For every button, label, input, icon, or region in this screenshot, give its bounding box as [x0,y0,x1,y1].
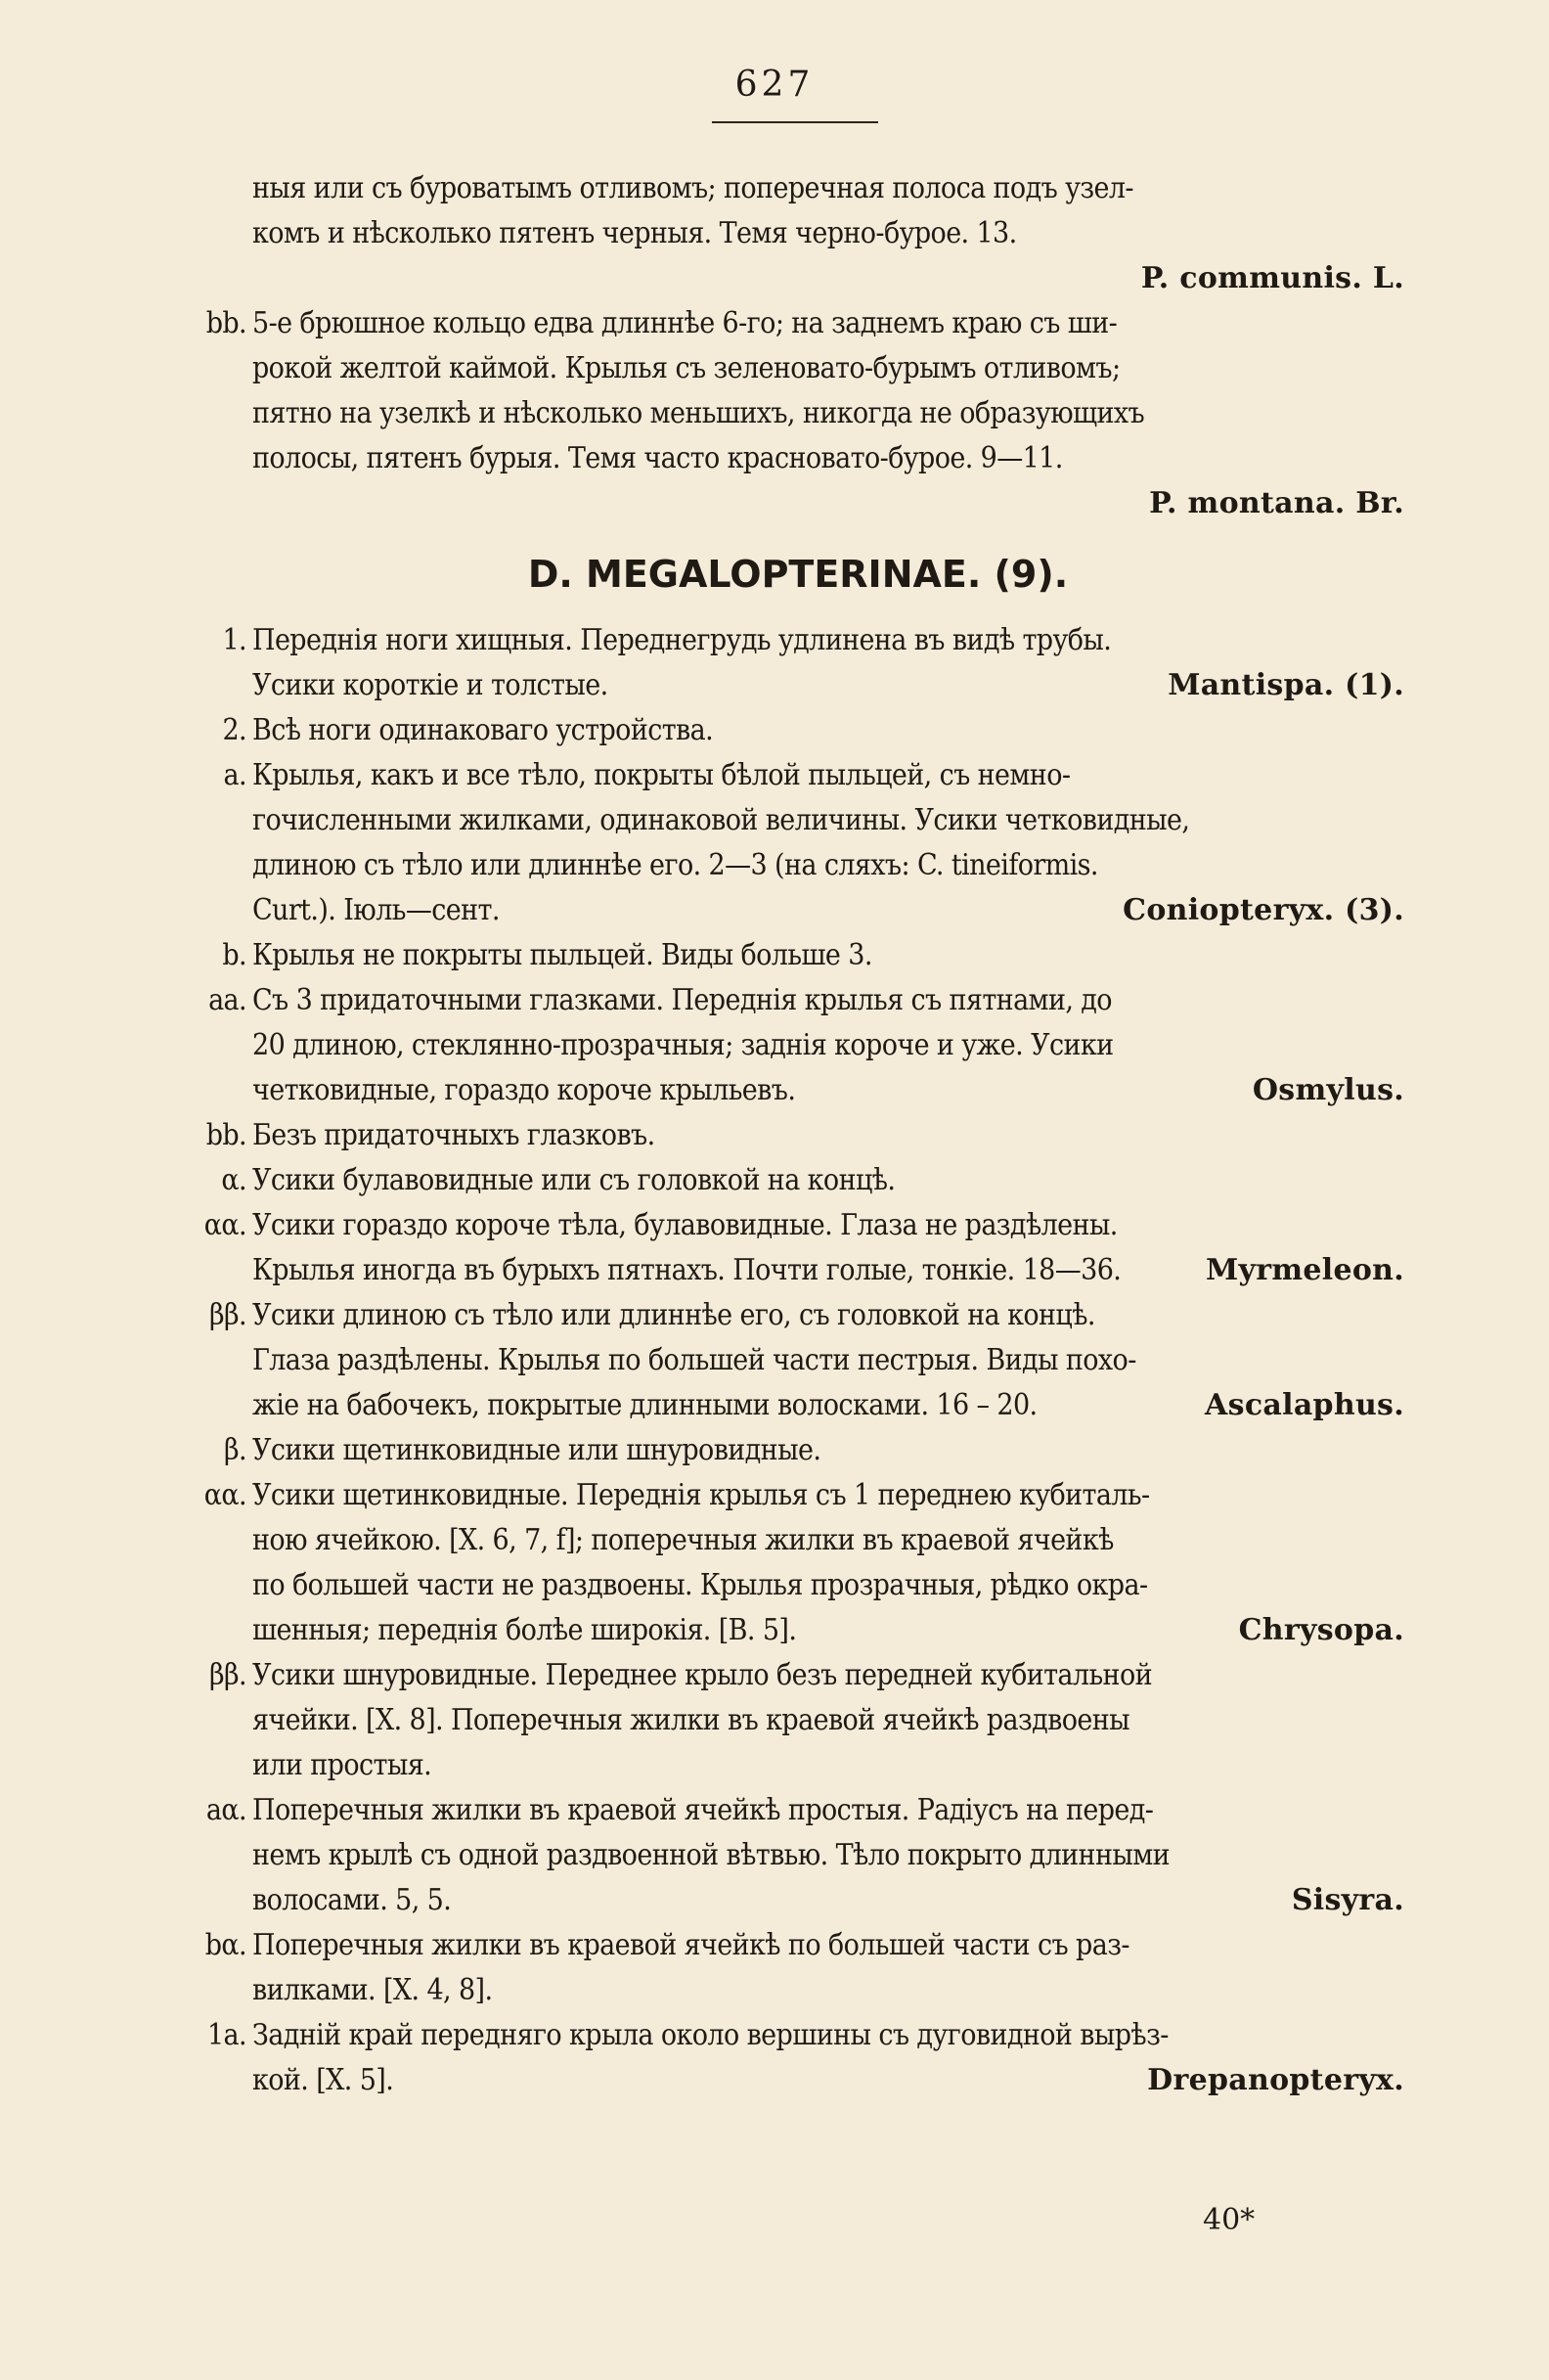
genus-name: P. montana. Br. [1149,486,1404,520]
text-line: или простыя. [252,1748,432,1782]
text-line: волосами. 5, 5. [252,1883,452,1917]
text-line: ячейки. [X. 8]. Поперечныя жилки въ краевой ячейкѣ раздвоены [252,1703,1130,1737]
key-entry [192,1653,1404,1788]
key-entry [192,1203,1404,1293]
entry-marker: aa. [208,983,246,1017]
key-entry [192,1158,1404,1203]
text-line: Усики щетинковидные. Переднія крылья съ 1 переднею кубиталь- [252,1478,1150,1512]
text-line: Всѣ ноги одинаковаго устройства. [252,713,714,747]
text-line: кой. [X. 5]. [252,2063,394,2097]
genus-name: Chrysopa. [1238,1613,1404,1647]
genus-name: Mantispa. (1). [1168,668,1404,702]
genus-name: Ascalaphus. [1205,1388,1404,1422]
text-line: Поперечныя жилки въ краевой ячейкѣ по большей части съ раз- [252,1928,1129,1962]
key-entry [192,2013,1404,2103]
text-line: ною ячейкою. [X. 6, 7, f]; поперечныя жилки въ краевой ячейкѣ [252,1523,1114,1557]
genus-name: Coniopteryx. (3). [1123,893,1404,927]
key-entries [192,618,1404,2103]
text-line: гочисленными жилками, одинаковой величины. Усики четковидные, [252,803,1190,837]
genus-name: Sisyra. [1291,1883,1404,1917]
text-line: Поперечныя жилки въ краевой ячейкѣ простыя. Радіусъ на перед- [252,1793,1154,1827]
text-line: Усики щетинковидные или шнуровидные. [252,1433,821,1467]
text-line: Переднія ноги хищныя. Переднегрудь удлинена въ видѣ трубы. [252,623,1112,657]
genus-name: Osmylus. [1252,1073,1404,1107]
text-line-with-genus [252,2058,1404,2103]
entry-marker: b. [222,938,246,972]
text-line: пятно на узелкѣ и нѣсколько меньшихъ, никогда не образующихъ [252,396,1145,430]
entry-marker: bb. [205,1118,246,1152]
text-line-with-genus [252,1608,1404,1653]
entry-marker: a. [223,758,246,792]
key-entry [192,1293,1404,1428]
entry-marker: 1a. [206,2018,246,2052]
text-line: Усики гораздо короче тѣла, булавовидные. Глаза не раздѣлены. [252,1208,1118,1242]
entry-marker: ββ. [209,1658,246,1692]
text-line: немъ крылѣ съ одной раздвоенной вѣтвью. Тѣло покрыто длинными [252,1838,1171,1872]
entry-marker: aα. [205,1793,246,1827]
text-line: 5-е брюшное кольцо едва длиннѣе 6-го; на заднемъ краю съ ши- [252,306,1118,340]
key-entry [192,978,1404,1113]
key-entry [192,753,1404,933]
key-entry [192,933,1404,978]
entry-marker: α. [221,1163,246,1197]
genus-name: Drepanopteryx. [1147,2063,1404,2097]
text-line: Крылья не покрыты пыльцей. Виды больше 3. [252,938,872,972]
text-line: Усики шнуровидные. Переднее крыло безъ передней кубитальной [252,1658,1152,1692]
text-line-with-genus [252,1383,1404,1428]
text-line-with-genus [252,1248,1404,1293]
key-entry [192,708,1404,753]
entry-marker: β. [224,1433,246,1467]
text-line: длиною съ тѣло или длиннѣе его. 2—3 (на сляхъ: C. tineiformis. [252,848,1098,882]
text-line: Усики короткіе и толстые. [252,668,608,702]
key-entry [192,1113,1404,1158]
text-line: Усики длиною съ тѣло или длиннѣе его, съ головкой на концѣ. [252,1298,1095,1332]
text-line: ныя или съ буроватымъ отливомъ; поперечная полоса подъ узел- [252,171,1133,205]
entry-marker: 2. [222,713,246,747]
key-entry [192,618,1404,708]
page-number: 627 [734,65,815,105]
text-line: рокой желтой каймой. Крылья съ зеленовато-бурымъ отливомъ; [252,351,1121,385]
entry-marker: 1. [222,623,246,657]
genus-name: Myrmeleon. [1205,1253,1404,1287]
text-line-with-genus [252,1068,1404,1113]
text-line: Крылья, какъ и все тѣло, покрыты бѣлой пыльцей, съ немно- [252,758,1071,792]
entry-marker: αα. [203,1478,246,1512]
entry-marker: bb. [205,306,246,340]
text-line: по большей части не раздвоены. Крылья прозрачныя, рѣдко окра- [252,1568,1148,1602]
entry-marker: αα. [203,1208,246,1242]
text-line: шенныя; переднія болѣе широкія. [B. 5]. [252,1613,797,1647]
key-entry [192,1473,1404,1653]
text-line: полосы, пятенъ бурыя. Темя часто красновато-бурое. 9—11. [252,441,1063,475]
text-line: Крылья иногда въ бурыхъ пятнахъ. Почти голые, тонкіе. 18—36. [252,1253,1122,1287]
entry-marker: bα. [204,1928,246,1962]
text-line: Съ 3 придаточными глазками. Переднія крылья съ пятнами, до [252,983,1112,1017]
text-line: жіе на бабочекъ, покрытые длинными волосками. 16 – 20. [252,1388,1038,1422]
text-line: Усики булавовидные или съ головкой на концѣ. [252,1163,896,1197]
key-entry [192,1428,1404,1473]
text-line-with-genus [252,888,1404,933]
page-number-rule [712,121,878,123]
text-line-with-genus [252,663,1404,708]
genus-name: P. communis. L. [1140,261,1404,295]
continuation-paragraph [192,166,1404,301]
text-line: комъ и нѣсколько пятенъ черныя. Темя черно-бурое. 13. [252,216,1017,250]
key-entry [192,301,1404,526]
text-line: Curt.). Іюль—сент. [252,893,500,927]
key-entry [192,1923,1404,2013]
page-content [192,166,1404,2103]
text-line: вилками. [X. 4, 8]. [252,1973,493,2007]
text-line: Безъ придаточныхъ глазковъ. [252,1118,655,1152]
text-line-with-genus [252,1878,1404,1923]
text-line: Задній край передняго крыла около вершины съ дуговидной вырѣз- [252,2018,1169,2052]
entry-marker: ββ. [209,1298,246,1332]
text-line: Глаза раздѣлены. Крылья по большей части пестрыя. Виды похо- [252,1343,1136,1377]
key-entry [192,1788,1404,1923]
text-line: 20 длиною, стеклянно-прозрачныя; заднія короче и уже. Усики [252,1028,1114,1062]
signature-mark: 40* [1203,2203,1256,2237]
text-line: четковидные, гораздо короче крыльевъ. [252,1073,796,1107]
section-title: D. MEGALOPTERINAE. (9). [527,553,1069,596]
